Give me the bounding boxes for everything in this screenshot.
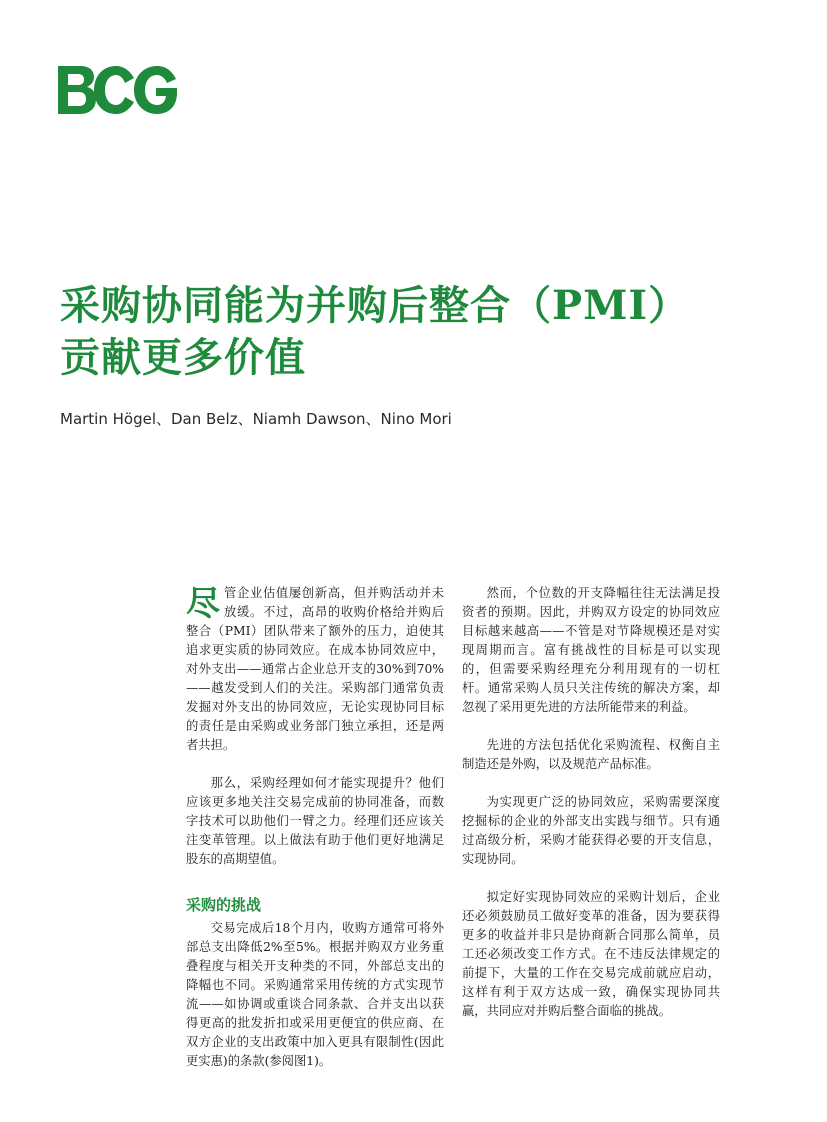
- paragraph: 那么，采购经理如何才能实现提升？他们应该更多地关注交易完成前的协同准备，而数字技术可以助他们一臂之力。经理们还应该关注变革管理。以上做法有助于他们更好地满足股东的高期望值。: [186, 776, 444, 866]
- section-heading: 采购的挑战: [186, 896, 262, 914]
- bcg-logo-mark: [56, 64, 178, 116]
- body-column-right: [462, 584, 720, 1021]
- body-column-left: [186, 584, 444, 1071]
- bcg-logo: [56, 64, 178, 116]
- paragraph: 先进的方法包括优化采购流程、权衡自主制造还是外购，以及规范产品标准。: [462, 738, 720, 771]
- intro-text: 管企业估值屡创新高，但并购活动并未放缓。不过，高昂的收购价格给并购后整合（PMI）团队带来了额外的压力，迫使其追求更实质的协同效应。在成本协同效应中，对外支出——通常占企业总开支的30%到70%——越发受到人们的关注。采购部门通常负责发掘对外支出的协同效应，无论实现协同目标的责任是由采购或业务部门独立承担，还是两者共担。: [186, 586, 444, 752]
- paragraph: 拟定好实现协同效应的采购计划后，企业还必须鼓励员工做好变革的准备，因为要获得更多的收益并非只是协商新合同那么简单，员工还必须改变工作方式。在不违反法律规定的前提下，大量的工作在交易完成前就应启动，这样有利于双方达成一致，确保实现协同共赢，共同应对并购后整合面临的挑战。: [462, 890, 720, 1018]
- paragraph: 然而，个位数的开支降幅往往无法满足投资者的预期。因此，并购双方设定的协同效应目标越来越高——不管是对节降规模还是对实现周期而言。富有挑战性的目标是可以实现的，但需要采购经理充分利用现有的一切杠杆。通常采购人员只关注传统的解决方案，却忽视了采用更先进的方法所能带来的利益。: [462, 586, 720, 714]
- article-title: [60, 280, 780, 384]
- paragraph: 交易完成后18个月内，收购方通常可将外部总支出降低2%至5%。根据并购双方业务重叠程度与相关开支种类的不同，外部总支出的降幅也不同。采购通常采用传统的方式实现节流——如协调或重谈合同条款、合并支出以获得更高的批发折扣或采用更便宜的供应商、在双方企业的支出政策中加入更具有限制性(因此更实惠)的条款(参阅图1)。: [186, 921, 444, 1068]
- title-line-1: 采购协同能为并购后整合（PMI）: [60, 282, 690, 329]
- author-list: Martin Högel、Dan Belz、Niamh Dawson、Nino Mori: [60, 410, 452, 428]
- paragraph: 为实现更广泛的协同效应，采购需要深度挖掘标的企业的外部支出实践与细节。只有通过高级分析，采购才能获得必要的开支信息，实现协同。: [462, 795, 720, 866]
- title-line-2: 贡献更多价值: [60, 334, 306, 381]
- intro-paragraph: [186, 584, 444, 755]
- drop-cap: 尽: [186, 584, 220, 624]
